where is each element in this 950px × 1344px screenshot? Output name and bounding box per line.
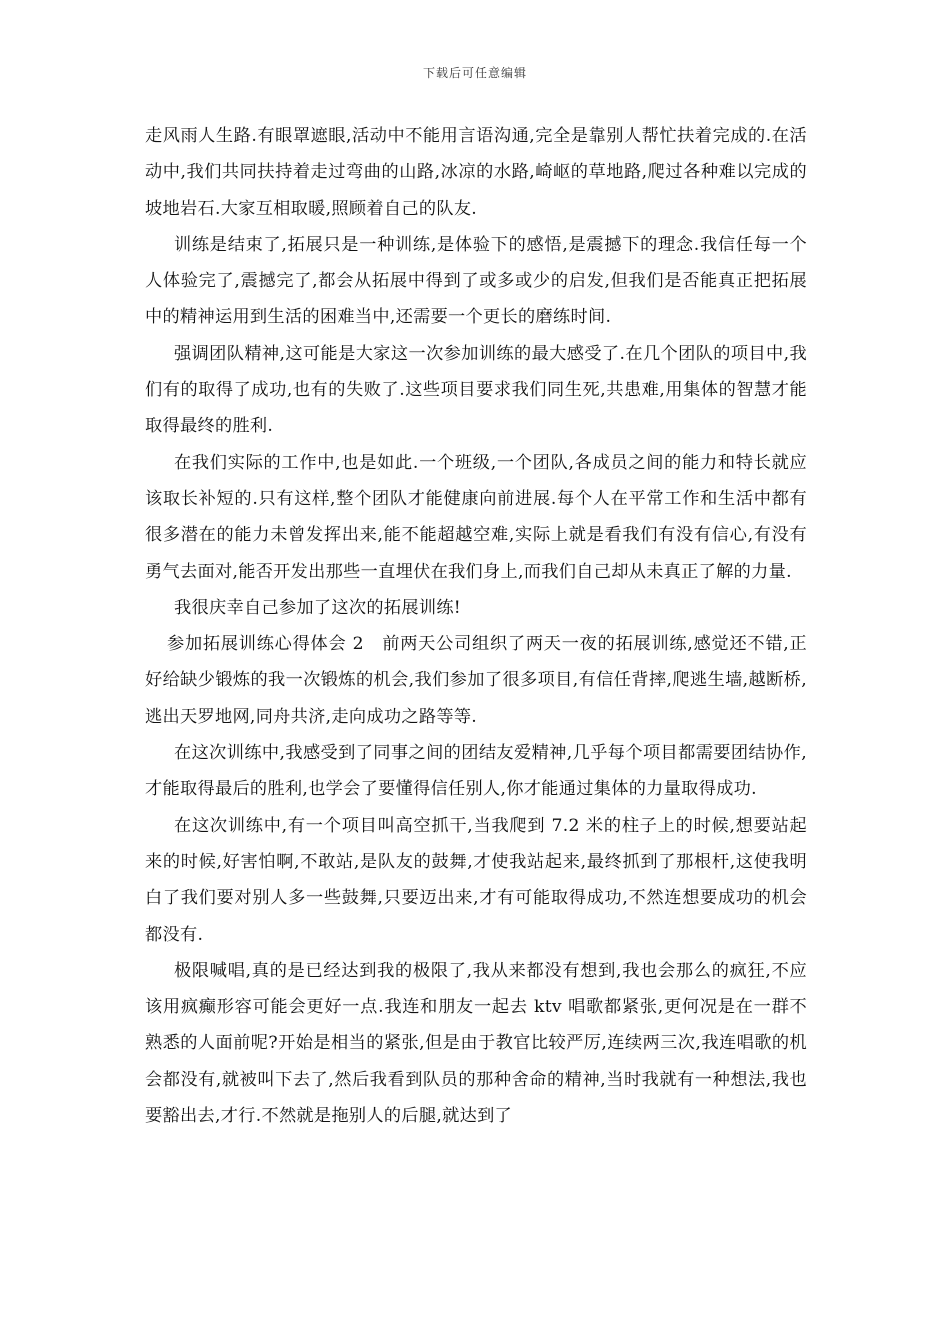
section-heading-paragraph: 参加拓展训练心得体会 2 前两天公司组织了两天一夜的拓展训练,感觉还不错,正好给缺少锻炼的我一次锻炼的机会,我们参加了很多项目,有信任背摔,爬逃生墙,越断桥,逃出天罗地网,同舟共济,走向成功之路等等. [145, 634, 807, 727]
paragraph: 训练是结束了,拓展只是一种训练,是体验下的感悟,是震撼下的理念.我信任每一个人体验完了,震撼完了,都会从拓展中得到了或多或少的启发,但我们是否能真正把拓展中的精神运用到生活的困难当中,还需要一个更长的磨练时间. [145, 234, 807, 328]
paragraph: 我很庆幸自己参加了这次的拓展训练! [174, 597, 462, 618]
paragraph: 在这次训练中,有一个项目叫高空抓干,当我爬到 7.2 米的柱子上的时候,想要站起来的时候,好害怕啊,不敢站,是队友的鼓舞,才使我站起来,最终抓到了那根杆,这使我明白了我们要对别人多一些鼓舞,只要迈出来,才有可能取得成功,不然连想要成功的机会都没有. [145, 815, 807, 945]
paragraph: 在这次训练中,我感受到了同事之间的团结友爱精神,几乎每个项目都需要团结协作,才能取得最后的胜利,也学会了要懂得信任别人,你才能通过集体的力量取得成功. [145, 743, 807, 800]
paragraph: 极限喊唱,真的是已经达到我的极限了,我从来都没有想到,我也会那么的疯狂,不应该用疯癫形容可能会更好一点.我连和朋友一起去 ktv 唱歌都紧张,更何况是在一群不熟悉的人面前呢?开始是相当的紧张,但是由于教官比较严厉,连续两三次,我连唱歌的机会都没有,就被叫下去了,然后我看到队员的那种舍命的精神,当时我就有一种想法,我也要豁出去,才行.不然就是拖别人的后腿,就达到了 [145, 960, 807, 1127]
paragraph: 走风雨人生路.有眼罩遮眼,活动中不能用言语沟通,完全是靠别人帮忙扶着完成的.在活动中,我们共同扶持着走过弯曲的山路,冰凉的水路,崎岖的草地路,爬过各种难以完成的坡地岩石.大家互相取暖,照顾着自己的队友. [145, 126, 807, 219]
paragraph: 强调团队精神,这可能是大家这一次参加训练的最大感受了.在几个团队的项目中,我们有的取得了成功,也有的失败了.这些项目要求我们同生死,共患难,用集体的智慧才能取得最终的胜利. [145, 343, 807, 437]
document-body [145, 118, 807, 1134]
paragraph: 在我们实际的工作中,也是如此.一个班级,一个团队,各成员之间的能力和特长就应该取长补短的.只有这样,整个团队才能健康向前进展.每个人在平常工作和生活中都有很多潜在的能力未曾发挥出来,能不能超越空难,实际上就是看我们有没有信心,有没有勇气去面对,能否开发出那些一直埋伏在我们身上,而我们自己却从未真正了解的力量. [145, 452, 807, 582]
page-header: 下载后可任意编辑 [422, 66, 527, 80]
